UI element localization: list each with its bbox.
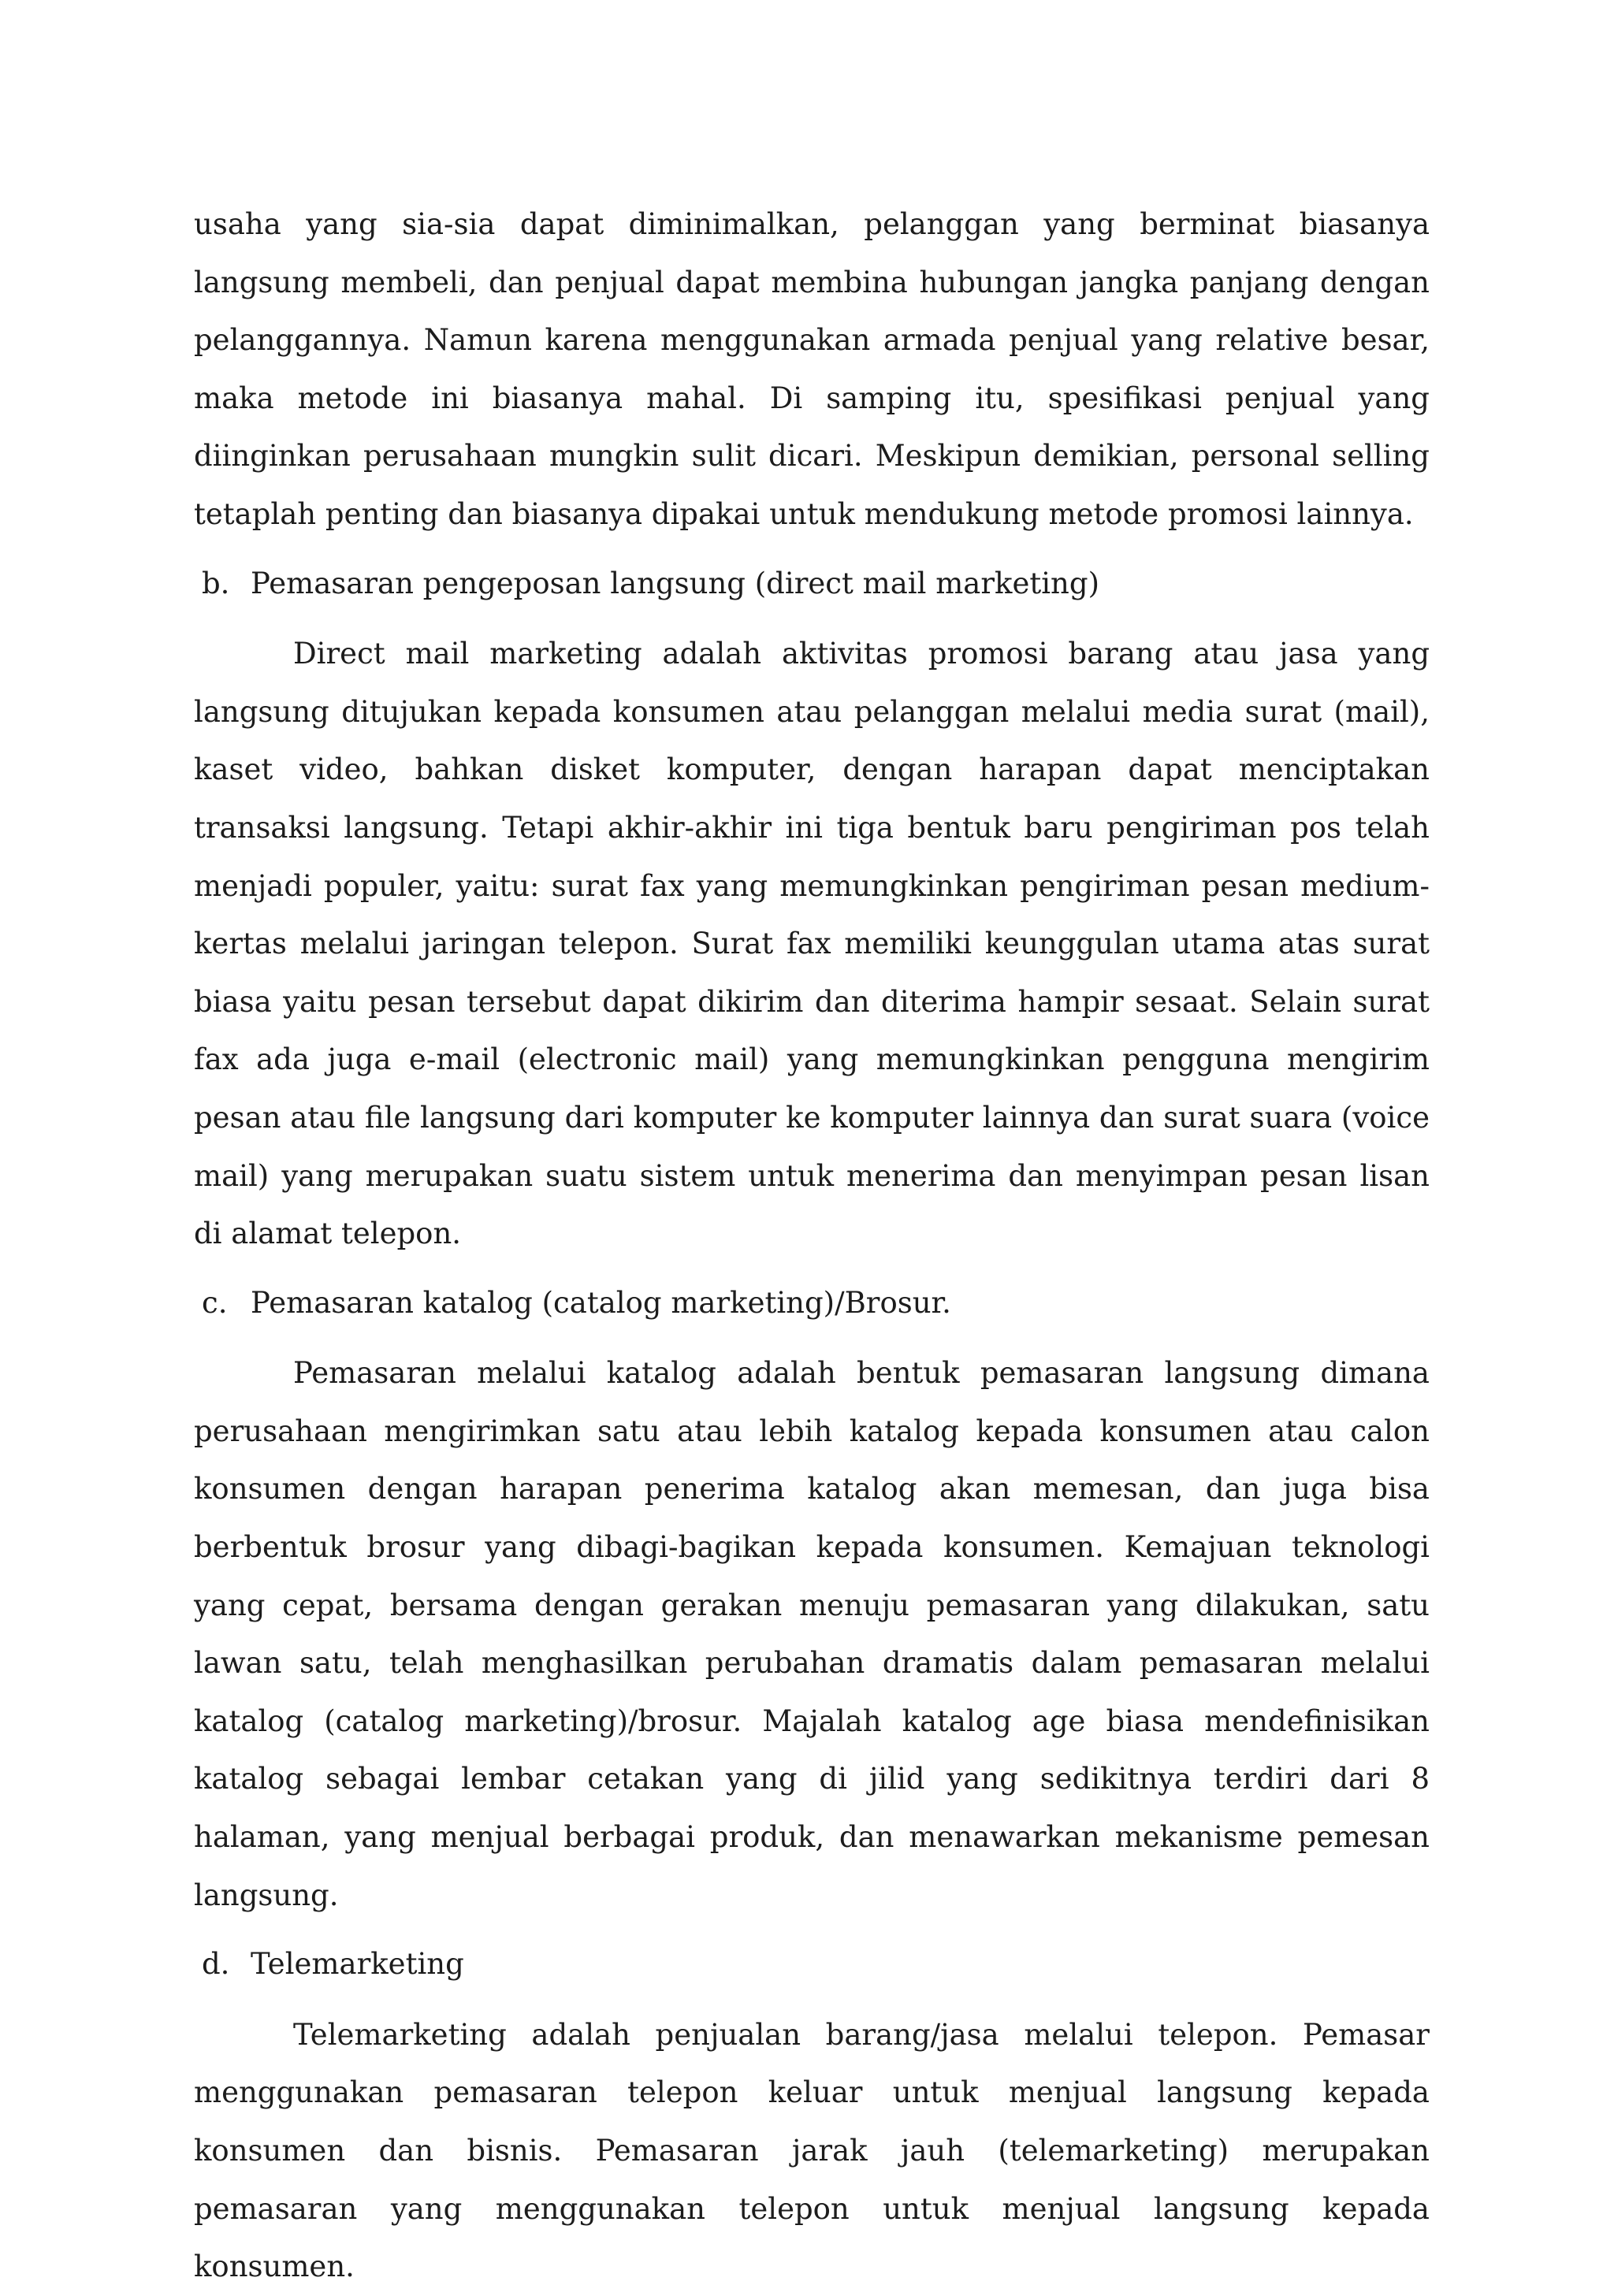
heading-label: Telemarketing [251, 1947, 464, 1982]
heading-direct-mail [202, 555, 1430, 613]
heading-telemarketing [202, 1935, 1430, 1993]
paragraph-telemarketing: Telemarketing adalah penjualan barang/jasa melalui telepon. Pemasar menggunakan pemasaran telepon keluar untuk menjual langsung kepada konsumen dan bisnis. Pemasaran jarak jauh (telemarketing) merupakan pemasaran yang menggunakan telepon untuk menjual langsung kepada konsumen. [194, 2017, 1430, 2284]
paragraph-direct-mail: Direct mail marketing adalah aktivitas promosi barang atau jasa yang langsung ditujukan kepada konsumen atau pelanggan melalui media surat (mail), kaset video, bahkan disket komputer, dengan harapan dapat menciptakan transaksi langsung. Tetapi akhir-akhir ini tiga bentuk baru pengiriman pos telah menjadi populer, yaitu: surat fax yang memungkinkan pengiriman pesan medium-kertas melalui jaringan telepon. Surat fax memiliki keunggulan utama atas surat biasa yaitu pesan tersebut dapat dikirim dan diterima hampir sesaat. Selain surat fax ada juga e-mail (electronic mail) yang memungkinkan pengguna mengirim pesan atau file langsung dari komputer ke komputer lainnya dan surat suara (voice mail) yang merupakan suatu sistem untuk menerima dan menyimpan pesan lisan di alamat telepon. [194, 637, 1430, 1251]
heading-catalog [202, 1274, 1430, 1332]
list-marker: b. [202, 566, 230, 600]
document-body [194, 195, 1430, 2296]
heading-label: Pemasaran katalog (catalog marketing)/Brosur. [251, 1285, 951, 1320]
paragraph-catalog: Pemasaran melalui katalog adalah bentuk pemasaran langsung dimana perusahaan mengirimkan satu atau lebih katalog kepada konsumen atau calon konsumen dengan harapan penerima katalog akan memesan, dan juga bisa berbentuk brosur yang dibagi-bagikan kepada konsumen. Kemajuan teknologi yang cepat, bersama dengan gerakan menuju pemasaran yang dilakukan, satu lawan satu, telah menghasilkan perubahan dramatis dalam pemasaran melalui katalog (catalog marketing)/brosur. Majalah katalog age biasa mendefinisikan katalog sebagai lembar cetakan yang di jilid yang sedikitnya terdiri dari 8 halaman, yang menjual berbagai produk, dan menawarkan mekanisme pemesan langsung. [194, 1356, 1430, 1912]
heading-label: Pemasaran pengeposan langsung (direct mail marketing) [251, 566, 1100, 600]
list-marker: c. [202, 1285, 228, 1320]
list-marker: d. [202, 1947, 230, 1982]
paragraph-personal-selling: usaha yang sia-sia dapat diminimalkan, pelanggan yang berminat biasanya langsung membeli, dan penjual dapat membina hubungan jangka panjang dengan pelanggannya. Namun karena menggunakan armada penjual yang relative besar, maka metode ini biasanya mahal. Di samping itu, spesifikasi penjual yang diinginkan perusahaan mungkin sulit dicari. Meskipun demikian, personal selling tetaplah penting dan biasanya dipakai untuk mendukung metode promosi lainnya. [194, 207, 1430, 531]
